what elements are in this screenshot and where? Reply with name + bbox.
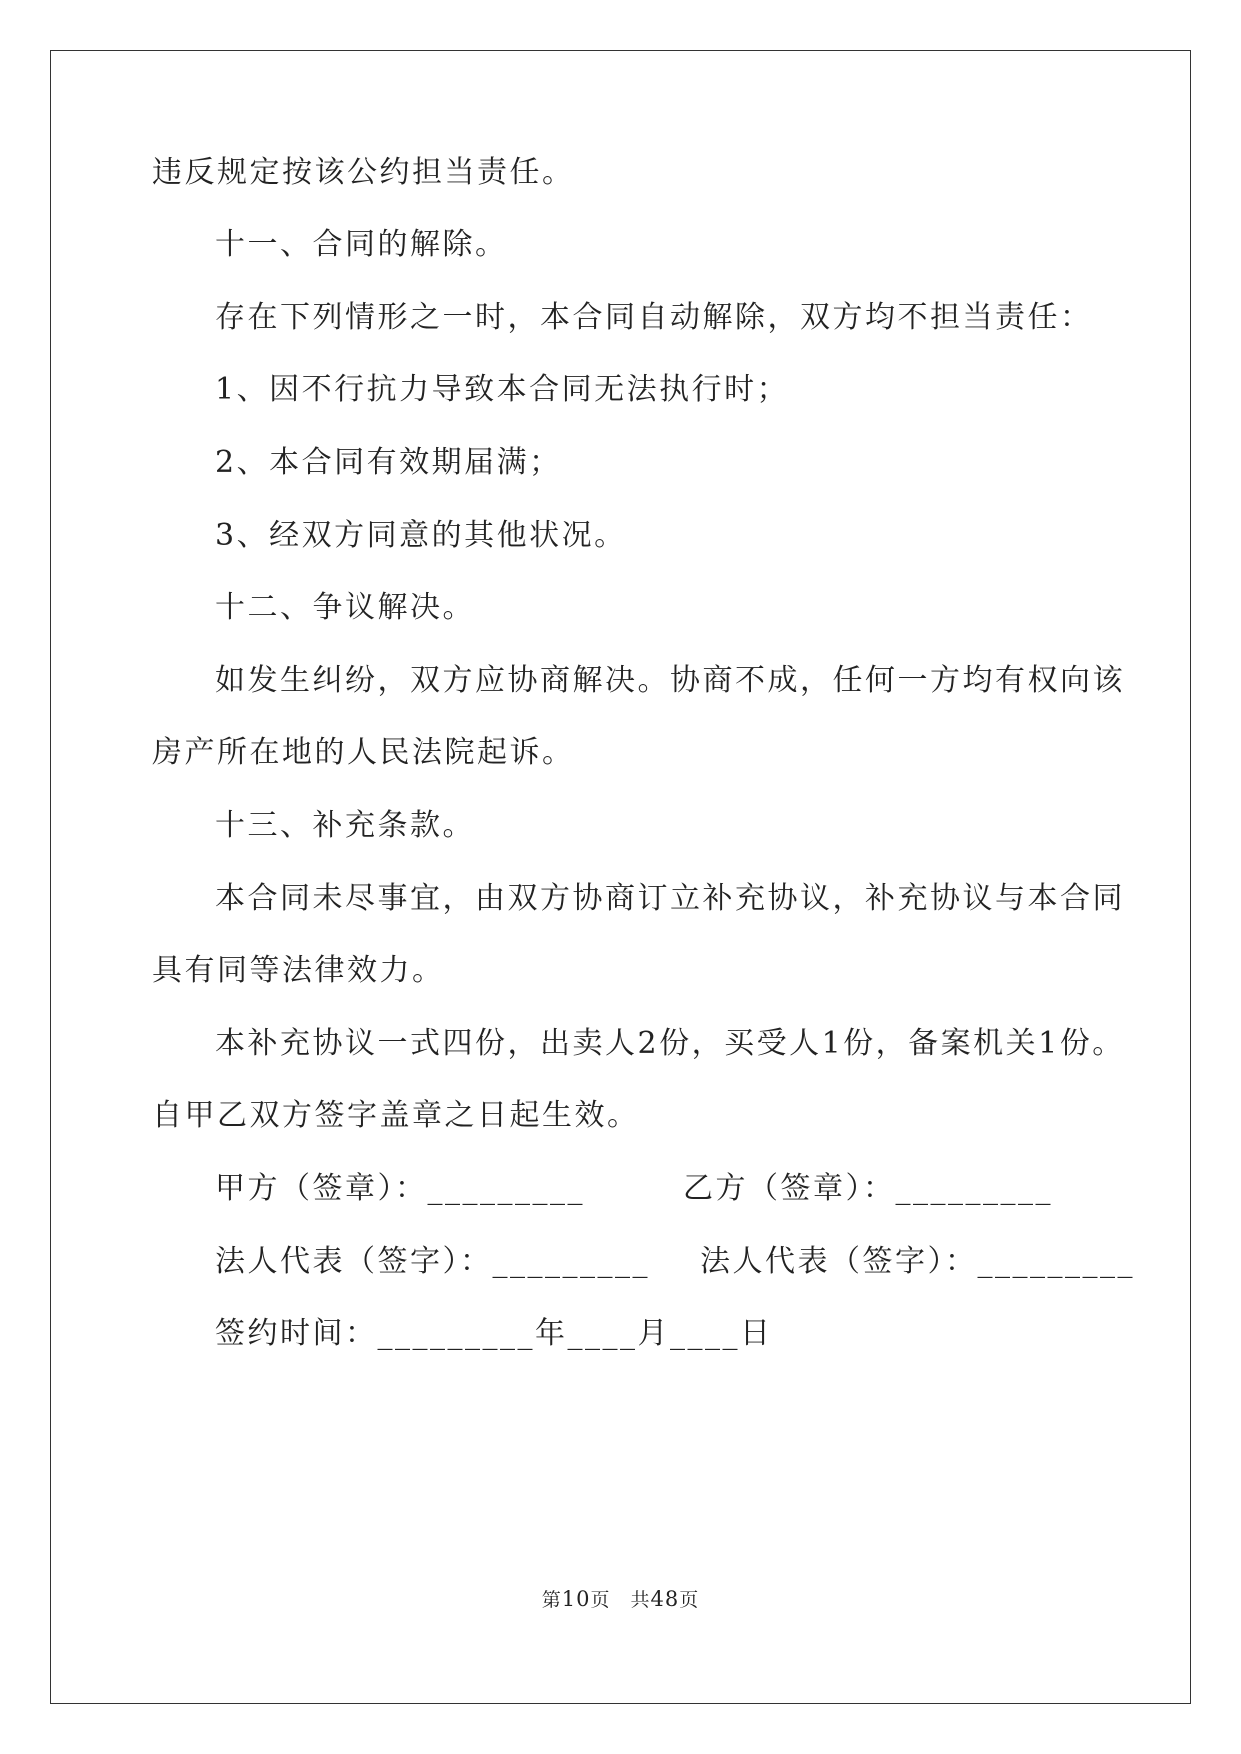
text-line: 具有同等法律效力。 <box>152 953 445 988</box>
text-line: 房产所在地的人民法院起诉。 <box>152 735 575 770</box>
text-line: 如发生纠纷，双方应协商解决。协商不成，任何一方均有权向该 <box>215 663 1125 698</box>
party-a-signature: 甲方（签章）：_________ <box>215 1171 585 1206</box>
party-b-representative: 法人代表（签字）：_________ <box>700 1244 1135 1279</box>
page-total: 48 <box>650 1587 680 1611</box>
list-item: 1、因不行抗力导致本合同无法执行时； <box>215 372 790 407</box>
section-heading: 十二、争议解决。 <box>215 590 475 625</box>
party-b-signature: 乙方（签章）：_________ <box>683 1171 1053 1206</box>
text-line: 本补充协议一式四份，出卖人2份，买受人1份，备案机关1份。 <box>215 1026 1125 1061</box>
page-number <box>0 1587 1241 1612</box>
text-line: 自甲乙双方签字盖章之日起生效。 <box>152 1098 640 1133</box>
page-suffix: 页 <box>679 1589 700 1611</box>
signing-date: 签约时间：_________年____月____日 <box>215 1316 773 1351</box>
text-line: 存在下列情形之一时，本合同自动解除，双方均不担当责任： <box>215 300 1093 335</box>
list-item: 2、本合同有效期届满； <box>215 445 562 480</box>
page-prefix: 第 <box>541 1589 562 1611</box>
text-line: 本合同未尽事宜，由双方协商订立补充协议，补充协议与本合同 <box>215 881 1125 916</box>
list-item: 3、经双方同意的其他状况。 <box>215 518 627 553</box>
page-mid: 页 共 <box>590 1589 651 1611</box>
section-heading: 十一、合同的解除。 <box>215 227 508 262</box>
text-line: 违反规定按该公约担当责任。 <box>152 155 575 190</box>
section-heading: 十三、补充条款。 <box>215 808 475 843</box>
party-a-representative: 法人代表（签字）：_________ <box>215 1244 650 1279</box>
page-current: 10 <box>561 1587 591 1611</box>
